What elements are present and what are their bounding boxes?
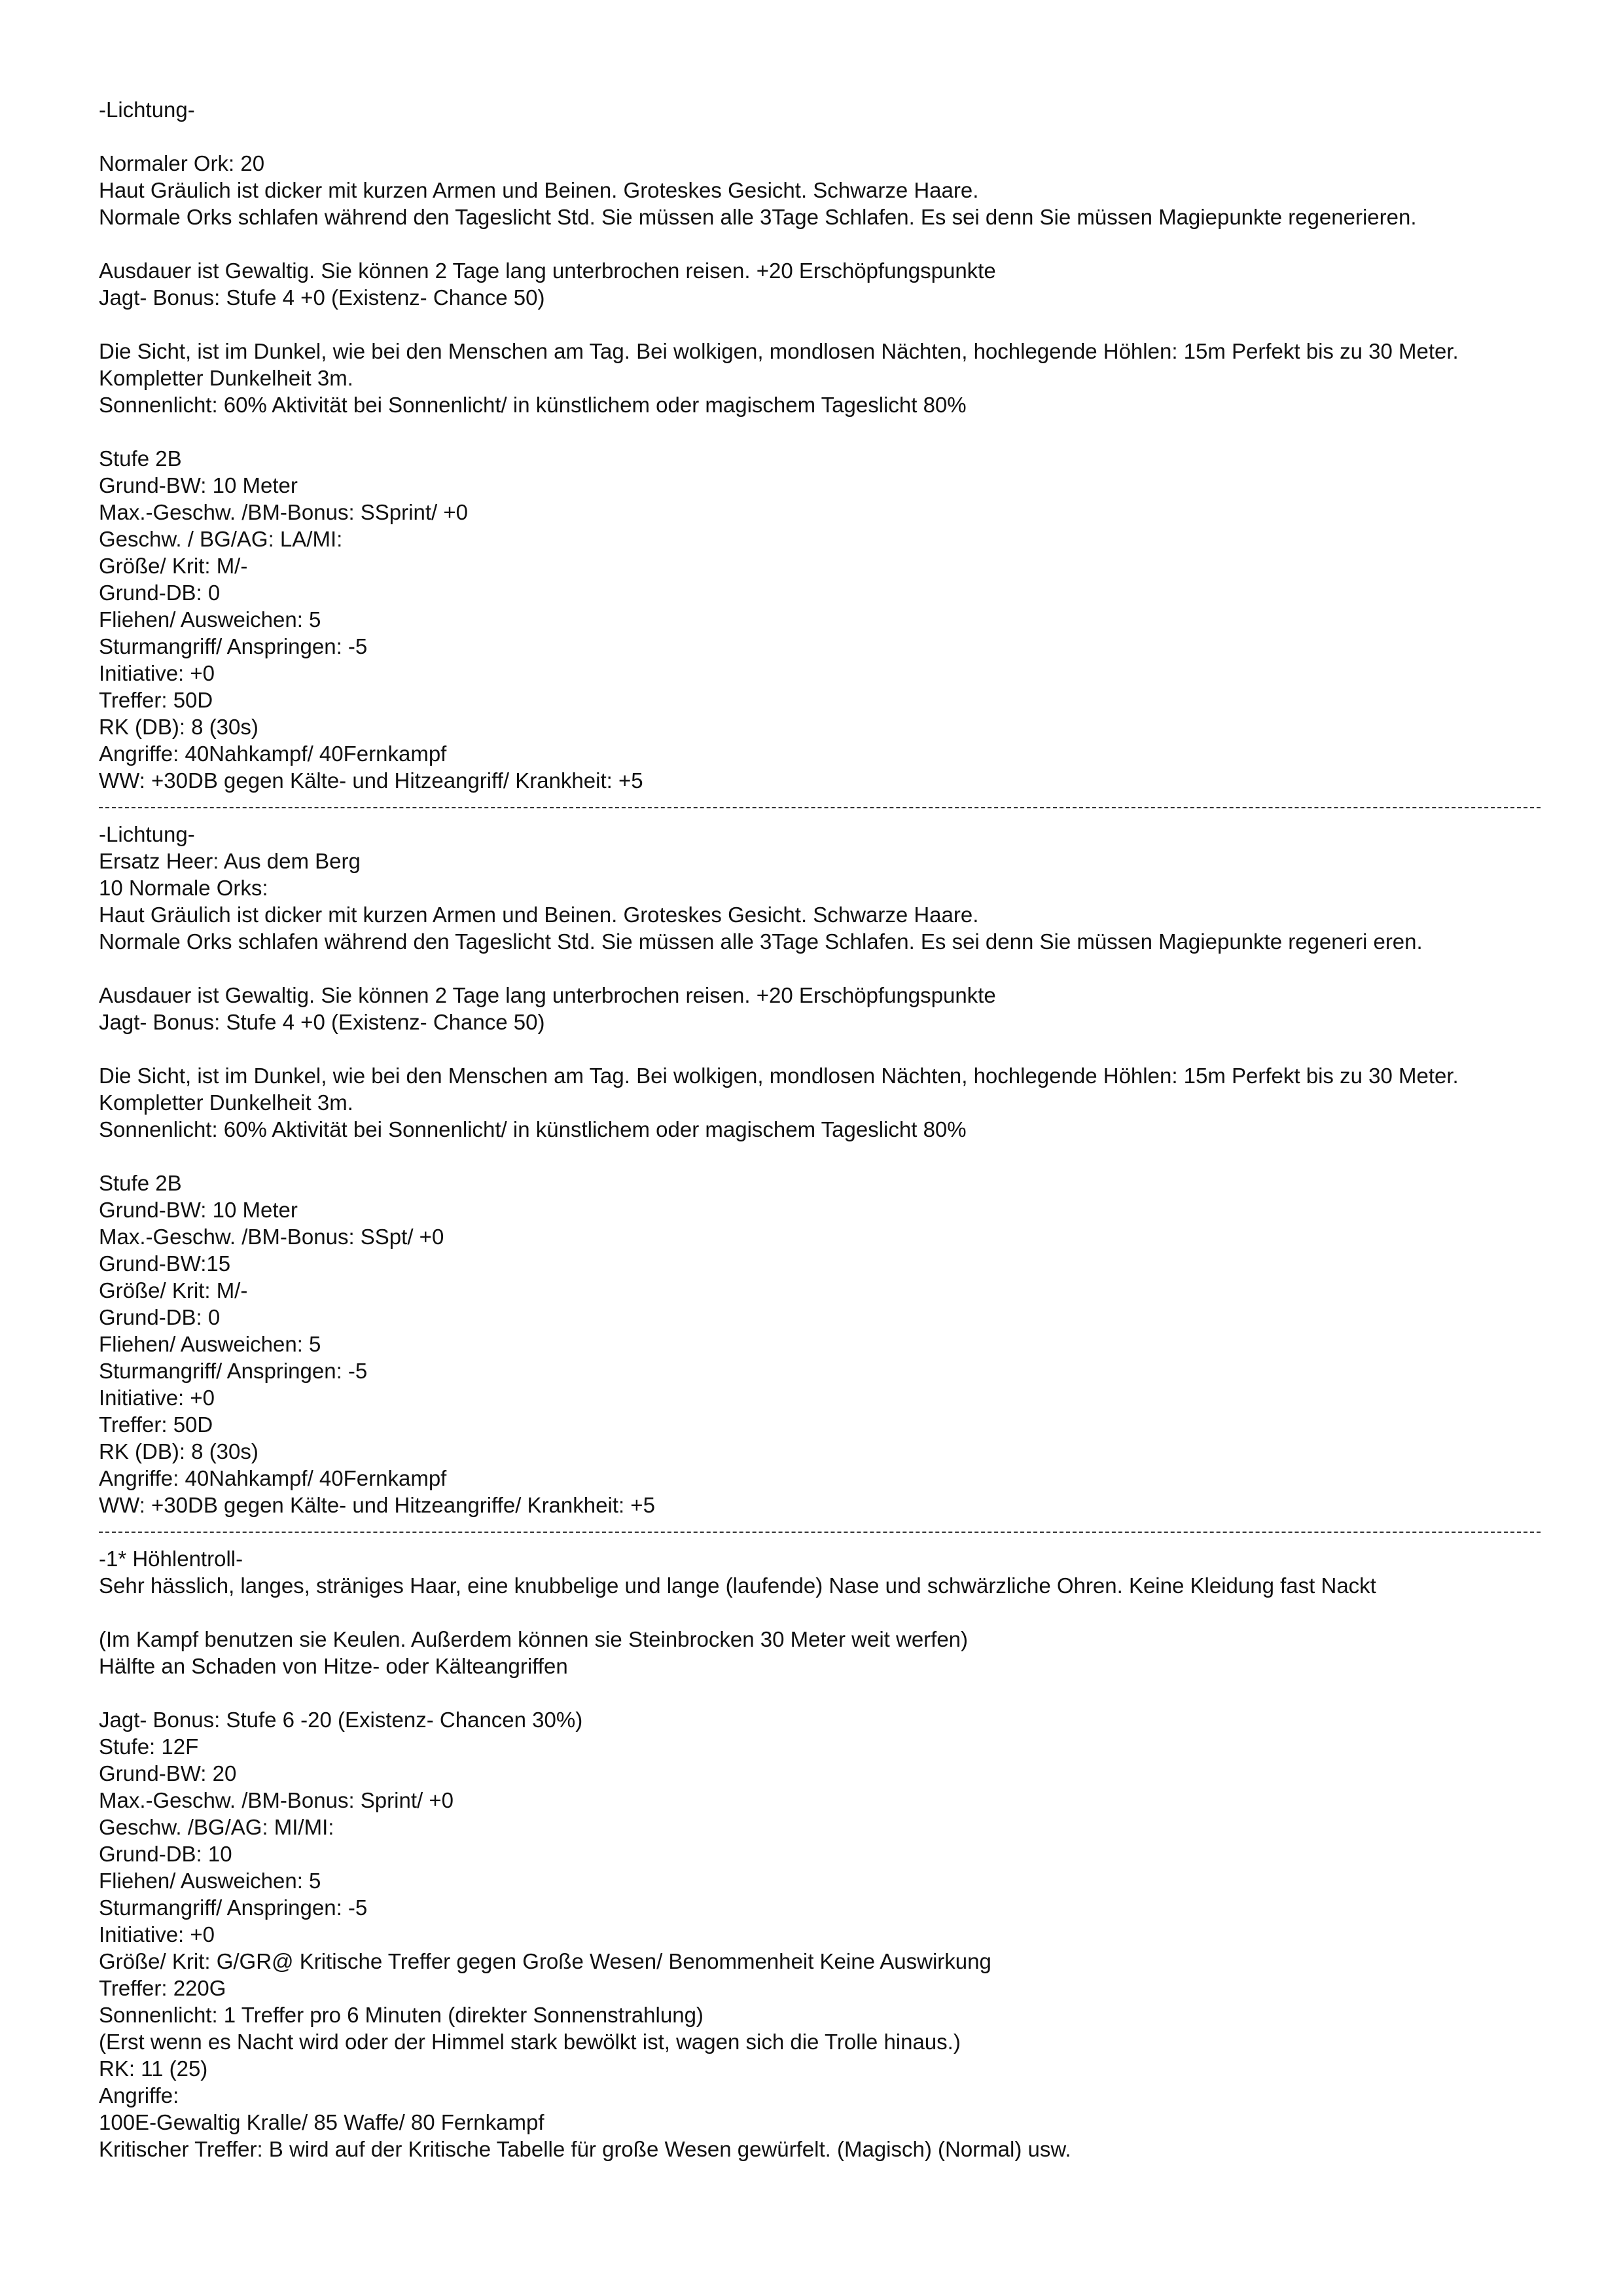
text-line: Grund-BW: 10 Meter [99, 473, 298, 497]
text-line: Normaler Ork: 20 [99, 151, 265, 175]
text-line: Grund-BW: 20 [99, 1761, 237, 1785]
text-line: Haut Gräulich ist dicker mit kurzen Armen und Beinen. Groteskes Gesicht. Schwarze Haare. [99, 903, 979, 927]
document-body [99, 96, 1539, 2162]
section-separator [99, 794, 1539, 821]
text-line: Angriffe: 40Nahkampf/ 40Fernkampf [99, 742, 447, 766]
text-line: Treffer: 50D [99, 1412, 213, 1437]
text-line: Sonnenlicht: 60% Aktivität bei Sonnenlicht/ in künstlichem oder magischem Tageslicht 80% [99, 1117, 967, 1141]
text-line: Fliehen/ Ausweichen: 5 [99, 1332, 321, 1356]
text-line: Normale Orks schlafen während den Tageslicht Std. Sie müssen alle 3Tage Schlafen. Es sei denn Sie müssen Magiepunkte regeneri eren. [99, 929, 1423, 954]
text-line: Jagt- Bonus: Stufe 6 -20 (Existenz- Chancen 30%) [99, 1708, 583, 1732]
text-line: Größe/ Krit: G/GR@ Kritische Treffer gegen Große Wesen/ Benommenheit Keine Auswirkung [99, 1949, 991, 1973]
text-line: Angriffe: [99, 2083, 179, 2108]
text-line: Grund-DB: 0 [99, 581, 221, 605]
text-line: Normale Orks schlafen während den Tageslicht Std. Sie müssen alle 3Tage Schlafen. Es sei denn Sie müssen Magiepunkte regenerieren. [99, 205, 1417, 229]
text-line: Die Sicht, ist im Dunkel, wie bei den Menschen am Tag. Bei wolkigen, mondlosen Nächten, hochlegende Höhlen: 15m Perfekt bis zu 30 Meter. [99, 1064, 1459, 1088]
blank-line [99, 230, 1539, 257]
blank-line [99, 955, 1539, 982]
text-line: Initiative: +0 [99, 1922, 215, 1946]
text-line: 100E-Gewaltig Kralle/ 85 Waffe/ 80 Fernkampf [99, 2110, 544, 2134]
text-line: Sonnenlicht: 60% Aktivität bei Sonnenlicht/ in künstlichem oder magischem Tageslicht 80% [99, 393, 967, 417]
text-line: -Lichtung- [99, 822, 195, 846]
text-line: RK (DB): 8 (30s) [99, 1439, 259, 1463]
text-line: Kompletter Dunkelheit 3m. [99, 366, 353, 390]
text-line: Größe/ Krit: M/- [99, 1278, 248, 1302]
blank-line [99, 311, 1539, 338]
section-separator [99, 1518, 1539, 1545]
text-line: Geschw. / BG/AG: LA/MI: [99, 527, 343, 551]
text-line: -Lichtung- [99, 98, 195, 122]
text-line: Sturmangriff/ Anspringen: -5 [99, 1359, 368, 1383]
text-line: Hälfte an Schaden von Hitze- oder Kälteangriffen [99, 1654, 568, 1678]
text-line: Jagt- Bonus: Stufe 4 +0 (Existenz- Chance 50) [99, 285, 545, 310]
blank-line [99, 1143, 1539, 1170]
blank-line [99, 418, 1539, 445]
text-line: (Erst wenn es Nacht wird oder der Himmel stark bewölkt ist, wagen sich die Trolle hinaus.) [99, 2030, 961, 2054]
blank-line [99, 1599, 1539, 1626]
text-line: WW: +30DB gegen Kälte- und Hitzeangriffe/ Krankheit: +5 [99, 1493, 655, 1517]
text-line: Max.-Geschw. /BM-Bonus: SSprint/ +0 [99, 500, 468, 524]
text-line: Die Sicht, ist im Dunkel, wie bei den Menschen am Tag. Bei wolkigen, mondlosen Nächten, hochlegende Höhlen: 15m Perfekt bis zu 30 Meter. [99, 339, 1459, 363]
text-line: -1* Höhlentroll- [99, 1547, 243, 1571]
text-line: Max.-Geschw. /BM-Bonus: SSpt/ +0 [99, 1225, 444, 1249]
text-line: Grund-DB: 10 [99, 1842, 232, 1866]
text-line: Stufe 2B [99, 446, 182, 471]
text-line: Grund-BW:15 [99, 1251, 231, 1276]
text-line: (Im Kampf benutzen sie Keulen. Außerdem können sie Steinbrocken 30 Meter weit werfen) [99, 1627, 969, 1651]
stat-block-3 [99, 1545, 1539, 2162]
text-line: RK: 11 (25) [99, 2056, 208, 2081]
text-line: Max.-Geschw. /BM-Bonus: Sprint/ +0 [99, 1788, 454, 1812]
text-line: RK (DB): 8 (30s) [99, 715, 259, 739]
blank-line [99, 1035, 1539, 1062]
text-line: Kompletter Dunkelheit 3m. [99, 1090, 353, 1115]
text-line: Größe/ Krit: M/- [99, 554, 248, 578]
text-line: Sonnenlicht: 1 Treffer pro 6 Minuten (direkter Sonnenstrahlung) [99, 2003, 704, 2027]
text-line: Grund-DB: 0 [99, 1305, 221, 1329]
text-line: Fliehen/ Ausweichen: 5 [99, 607, 321, 632]
text-line: Kritischer Treffer: B wird auf der Kritische Tabelle für große Wesen gewürfelt. (Magisch) (Normal) usw. [99, 2137, 1071, 2161]
text-line: Fliehen/ Ausweichen: 5 [99, 1869, 321, 1893]
text-line: Ersatz Heer: Aus dem Berg [99, 849, 361, 873]
text-line: 10 Normale Orks: [99, 876, 268, 900]
text-line: Ausdauer ist Gewaltig. Sie können 2 Tage lang unterbrochen reisen. +20 Erschöpfungspunkte [99, 259, 996, 283]
text-line: Angriffe: 40Nahkampf/ 40Fernkampf [99, 1466, 447, 1490]
text-line: Stufe: 12F [99, 1734, 199, 1759]
blank-line [99, 123, 1539, 150]
text-line: Sturmangriff/ Anspringen: -5 [99, 1895, 368, 1920]
text-line: Sturmangriff/ Anspringen: -5 [99, 634, 368, 658]
text-line: Stufe 2B [99, 1171, 182, 1195]
text-line: Initiative: +0 [99, 661, 215, 685]
text-line: Ausdauer ist Gewaltig. Sie können 2 Tage lang unterbrochen reisen. +20 Erschöpfungspunkte [99, 983, 996, 1007]
text-line: Grund-BW: 10 Meter [99, 1198, 298, 1222]
text-line: Treffer: 50D [99, 688, 213, 712]
text-line: Geschw. /BG/AG: MI/MI: [99, 1815, 334, 1839]
text-line: Haut Gräulich ist dicker mit kurzen Armen und Beinen. Groteskes Gesicht. Schwarze Haare. [99, 178, 979, 202]
text-line: Jagt- Bonus: Stufe 4 +0 (Existenz- Chance 50) [99, 1010, 545, 1034]
stat-block-2 [99, 821, 1539, 1518]
text-line: WW: +30DB gegen Kälte- und Hitzeangriff/ Krankheit: +5 [99, 768, 643, 793]
text-line: Treffer: 220G [99, 1976, 226, 2000]
stat-block-1 [99, 96, 1539, 794]
text-line: Initiative: +0 [99, 1386, 215, 1410]
blank-line [99, 1679, 1539, 1706]
text-line: Sehr hässlich, langes, sträniges Haar, eine knubbelige und lange (laufende) Nase und schwärzliche Ohren. Keine Kleidung fast Nackt [99, 1573, 1376, 1598]
